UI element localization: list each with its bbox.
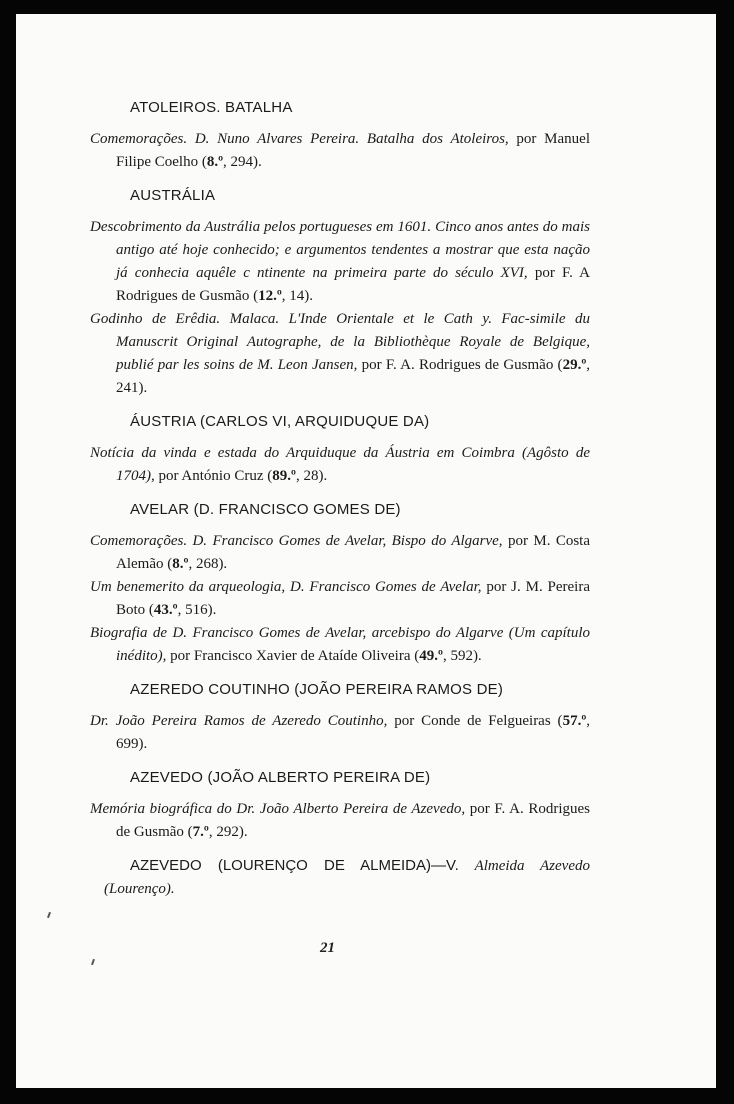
- entry-volume: 29.º: [562, 357, 587, 373]
- entry-volume: 89.º: [272, 468, 296, 484]
- page-number: 21: [320, 940, 335, 956]
- entry-author: por M. Costa Alemão (: [116, 533, 591, 572]
- index-entry: [90, 442, 590, 488]
- entry-page: , 592).: [442, 648, 482, 664]
- section-heading: AVELAR (D. FRANCISCO GOMES DE): [130, 501, 401, 518]
- index-entry: [90, 798, 590, 844]
- section-heading: AZEVEDO (JOÃO ALBERTO PEREIRA DE): [130, 769, 431, 786]
- entry-title: Descobrimento da Austrália pelos portugueses em 1601. Cinco anos antes do mais antigo até hoje conhecido; e argumentos tendentes a mostrar que esta nação já conhecia aquêle c ntinente na primeira parte do século XVI,: [90, 219, 590, 281]
- entry-title: Memória biográfica do Dr. João Alberto Pereira de Azevedo,: [90, 801, 466, 817]
- cross-reference-target: Almeida Azevedo (Lourenço).: [104, 858, 590, 897]
- section-heading: ATOLEIROS. BATALHA: [130, 99, 293, 116]
- entry-title: Comemorações. D. Nuno Alvares Pereira. Batalha dos Atoleiros,: [90, 131, 509, 147]
- entry-author: por Francisco Xavier de Ataíde Oliveira (: [170, 648, 420, 664]
- entry-page: , 292).: [208, 824, 248, 840]
- entry-volume: 7.º: [192, 824, 209, 840]
- entry-author: por F. A Rodrigues de Gusmão (: [116, 265, 590, 304]
- entry-page: , 14).: [281, 288, 314, 304]
- index-entry: [90, 622, 590, 668]
- entry-title: Comemorações. D. Francisco Gomes de Avelar, Bispo do Algarve,: [90, 533, 503, 549]
- entry-author: por F. A. Rodrigues de Gusmão (: [361, 357, 563, 373]
- section-heading: AUSTRÁLIA: [130, 187, 216, 204]
- section-heading: AZEREDO COUTINHO (JOÃO PEREIRA RAMOS DE): [130, 681, 504, 698]
- index-entry: [90, 576, 590, 622]
- index-content: [90, 96, 590, 901]
- entry-author: por J. M. Pereira Boto (: [116, 579, 590, 618]
- entry-page: , 294).: [223, 154, 262, 170]
- entry-author: por António Cruz (: [158, 468, 273, 484]
- index-entry: [90, 128, 590, 174]
- entry-page: , 516).: [177, 602, 217, 618]
- index-entry: [90, 530, 590, 576]
- entry-page: , 241).: [116, 357, 591, 396]
- scan-speck: [47, 912, 51, 918]
- entry-author: por Conde de Felgueiras (: [394, 713, 563, 729]
- cross-reference-heading: AZEVEDO (LOURENÇO DE ALMEIDA)—V.: [130, 857, 459, 874]
- entry-title: Notícia da vinda e estada do Arquiduque da Áustria em Coimbra (Agôsto de 1704),: [90, 445, 590, 484]
- entry-title: Biografia de D. Francisco Gomes de Avelar, arcebispo do Algarve (Um capítulo inédito),: [90, 625, 590, 664]
- entry-title: Godinho de Erêdia. Malaca. L'Inde Orientale et le Cath y. Fac-simile du Manuscrit Original Autographe, de la Bibliothèque Royale de Belgique, publié par les soins de M. Leon Jansen,: [90, 311, 590, 373]
- index-entry: [90, 216, 590, 308]
- section-heading: ÁUSTRIA (CARLOS VI, ARQUIDUQUE DA): [130, 413, 430, 430]
- cross-reference: [90, 854, 590, 901]
- scan-speck: [91, 959, 95, 965]
- entry-volume: 43.º: [153, 602, 178, 618]
- entry-volume: 8.º: [206, 154, 224, 170]
- entry-page: , 28).: [295, 468, 328, 484]
- entry-title: Um benemerito da arqueologia, D. Francisco Gomes de Avelar,: [90, 579, 482, 595]
- entry-author: por Manuel Filipe Coelho (: [116, 131, 590, 170]
- index-entry: [90, 710, 590, 756]
- entry-page: , 699).: [116, 713, 591, 752]
- entry-page: , 268).: [188, 556, 228, 572]
- entry-volume: 57.º: [562, 713, 587, 729]
- entry-volume: 12.º: [258, 288, 282, 304]
- index-entry: [90, 308, 590, 400]
- entry-volume: 49.º: [419, 648, 443, 664]
- document-page: [16, 14, 716, 1088]
- entry-volume: 8.º: [172, 556, 189, 572]
- entry-title: Dr. João Pereira Ramos de Azeredo Coutinho,: [90, 713, 388, 729]
- entry-author: por F. A. Rodrigues de Gusmão (: [116, 801, 590, 840]
